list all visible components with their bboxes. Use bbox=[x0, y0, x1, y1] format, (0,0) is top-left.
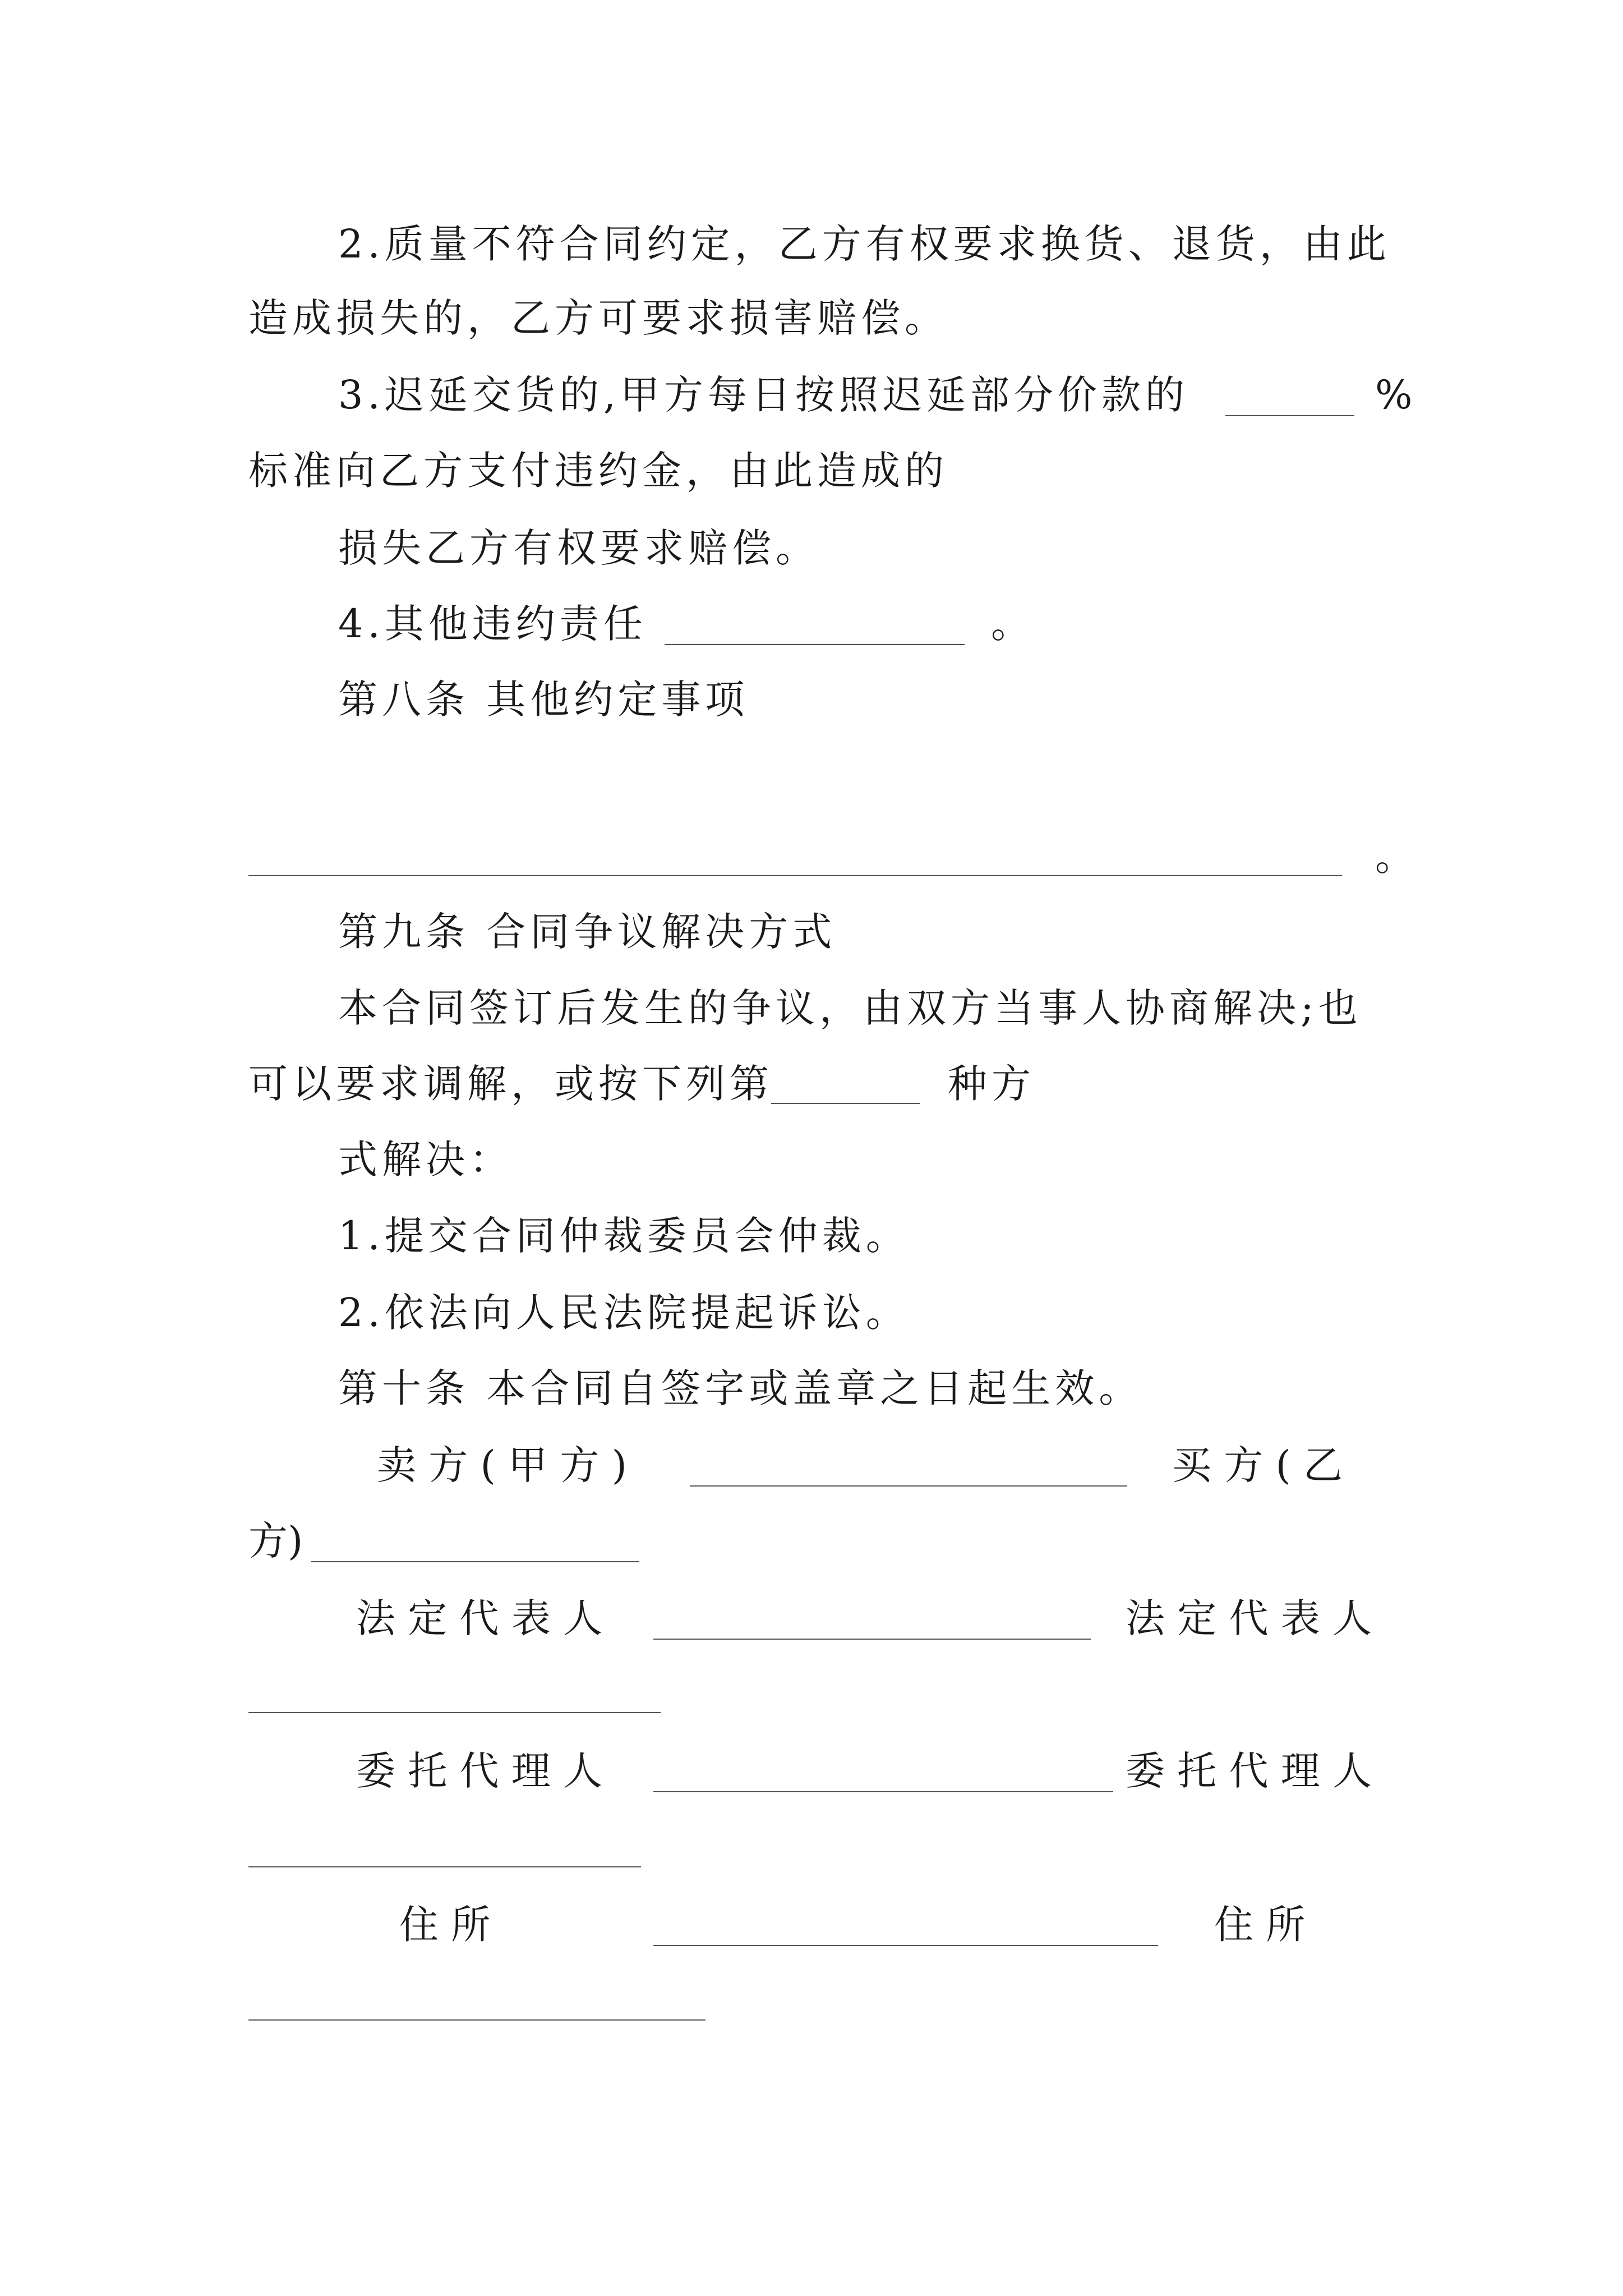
other-matters-period: 。 bbox=[1375, 834, 1419, 880]
clause-7-2-line2: 造成损失的，乙方可要求损害赔偿。 bbox=[248, 295, 948, 341]
buyer-agent-label: 委 托 代 理 人 bbox=[1126, 1748, 1372, 1794]
article-10: 第十条 本合同自签字或盖章之日起生效。 bbox=[338, 1365, 1143, 1411]
penalty-rate-blank[interactable] bbox=[1225, 415, 1354, 416]
seller-agent-blank[interactable] bbox=[653, 1791, 1113, 1792]
buyer-blank[interactable] bbox=[311, 1561, 639, 1562]
article-8-heading: 第八条 其他约定事项 bbox=[338, 677, 749, 723]
clause-7-4-period: 。 bbox=[991, 601, 1035, 647]
seller-address-label: 住 所 bbox=[399, 1902, 491, 1948]
clause-7-4: 4.其他违约责任 bbox=[338, 601, 647, 647]
other-matters-blank[interactable] bbox=[248, 875, 1342, 876]
seller-label: 卖 方 ( 甲 方 ) bbox=[377, 1442, 627, 1488]
seller-agent-label: 委 托 代 理 人 bbox=[356, 1748, 603, 1794]
article-9-option-2: 2.依法向人民法院提起诉讼。 bbox=[338, 1290, 910, 1336]
clause-7-3-line2: 标准向乙方支付违约金，由此造成的 bbox=[248, 448, 948, 494]
buyer-legal-rep-blank[interactable] bbox=[248, 1712, 661, 1713]
article-9-line2-end: 种方 bbox=[948, 1061, 1035, 1107]
buyer-legal-rep-label: 法 定 代 表 人 bbox=[1126, 1595, 1372, 1641]
seller-address-blank[interactable] bbox=[653, 1945, 1158, 1946]
buyer-label-a: 买 方 ( 乙 bbox=[1172, 1442, 1343, 1488]
article-9-line2: 可以要求调解，或按下列第 bbox=[248, 1061, 773, 1107]
buyer-label-b: 方) bbox=[248, 1518, 303, 1564]
seller-blank[interactable] bbox=[690, 1485, 1127, 1487]
buyer-address-blank[interactable] bbox=[248, 2019, 706, 2021]
article-9-line3: 式解决： bbox=[338, 1137, 513, 1182]
buyer-agent-blank[interactable] bbox=[248, 1866, 641, 1867]
clause-7-3-line1: 3.迟延交货的,甲方每日按照迟延部分价款的 bbox=[338, 372, 1189, 418]
seller-legal-rep-blank[interactable] bbox=[653, 1639, 1091, 1640]
article-9-heading: 第九条 合同争议解决方式 bbox=[338, 909, 837, 955]
buyer-address-label: 住 所 bbox=[1214, 1902, 1306, 1948]
article-9-line1: 本合同签订后发生的争议，由双方当事人协商解决;也 bbox=[338, 985, 1362, 1031]
article-9-option-1: 1.提交合同仲裁委员会仲裁。 bbox=[338, 1213, 910, 1259]
percent-sign: % bbox=[1375, 372, 1413, 418]
other-liability-blank[interactable] bbox=[665, 644, 965, 645]
seller-legal-rep-label: 法 定 代 表 人 bbox=[356, 1595, 603, 1641]
clause-7-2-line1: 2.质量不符合同约定，乙方有权要求换货、退货，由此 bbox=[338, 221, 1391, 267]
clause-7-3-line3: 损失乙方有权要求赔偿。 bbox=[338, 525, 819, 571]
dispute-method-blank[interactable] bbox=[771, 1103, 920, 1104]
